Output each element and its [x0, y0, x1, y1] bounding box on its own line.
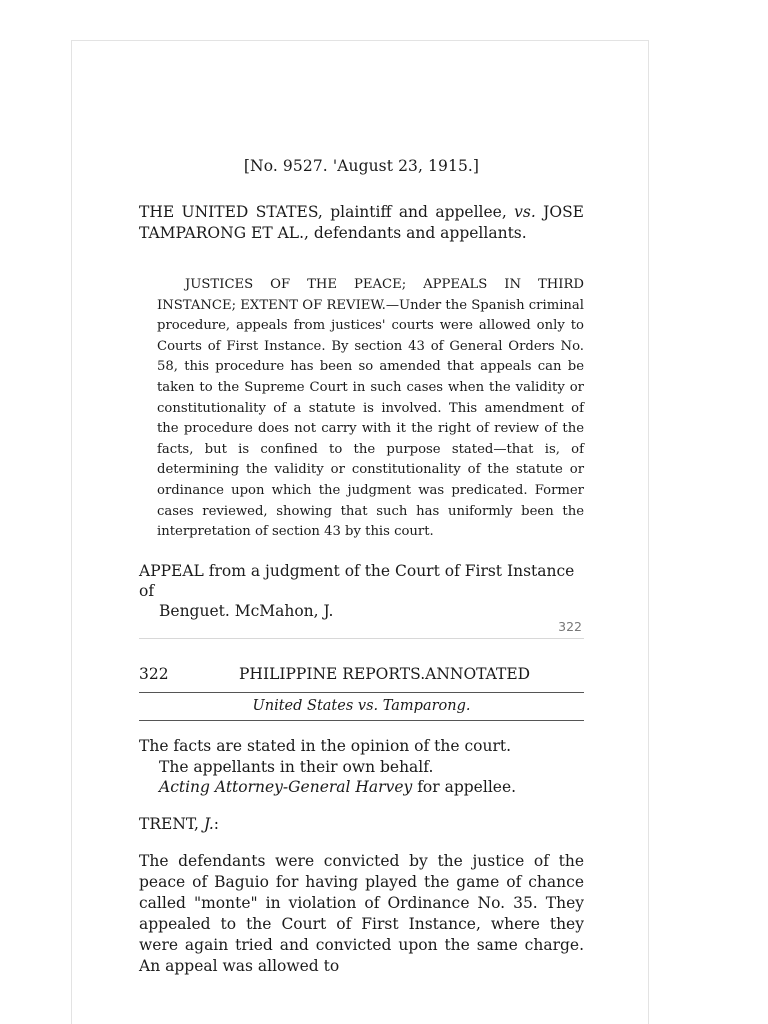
- appeal-line-1: APPEAL from a judgment of the Court of First Instance of: [139, 562, 575, 600]
- appellee-counsel-line: [139, 777, 584, 798]
- page-break-marker: 322: [558, 619, 582, 634]
- facts-line: The facts are stated in the opinion of the court.: [139, 737, 512, 755]
- case-caption: [139, 202, 584, 244]
- appeal-line-2: Benguet. McMahon, J.: [159, 602, 334, 620]
- document-page: [71, 40, 649, 1024]
- appellee-counsel-name: Acting Attorney-General Harvey: [159, 778, 413, 796]
- judge-title: J.: [203, 815, 214, 833]
- facts-and-counsel: [139, 736, 584, 798]
- opinion-text: The defendants were convicted by the justice of the peace of Baguio for having played the game of chance called "monte" in violation of Ordinance No. 35. They appealed to the Court of First Instance, where they were again tried and convicted upon the same charge. An appeal was allowed to: [139, 852, 584, 975]
- opinion-author: [139, 815, 219, 833]
- judge-colon: :: [213, 815, 219, 833]
- syllabus: [157, 275, 584, 543]
- syllabus-text: JUSTICES OF THE PEACE; APPEALS IN THIRD INSTANCE; EXTENT OF REVIEW.—Under the Spanish criminal procedure, appeals from justices' courts were allowed only to Courts of First Instance. By section 43 of General Orders No. 58, this procedure has been so amended that appeals can be taken to the Supreme Court in such cases when the validity or constitutionality of a statute is involved. This amendment of the procedure does not carry with it the right of review of the facts, but is confined to the purpose stated—that is, of determining the validity or constitutionality of the statute or ordinance upon which the judgment was predicated. Former cases reviewed, showing that such has uniformly been the interpretation of section 43 by this court.: [157, 277, 584, 540]
- caption-versus: vs.: [514, 203, 536, 221]
- appellee-counsel-role: for appellee.: [412, 778, 517, 796]
- caption-parties-defendant: JOSE TAMPARONG ET AL., defendants and appellants.: [139, 203, 584, 242]
- judge-name: TRENT,: [139, 815, 204, 833]
- docket-number: [No. 9527. 'August 23, 1915.]: [243, 157, 480, 175]
- running-head-page-number: 322: [139, 665, 169, 683]
- running-head-title: PHILIPPINE REPORTS.ANNOTATED: [239, 665, 531, 683]
- running-head-rule-bottom: [139, 720, 584, 721]
- appellant-counsel-line: The appellants in their own behalf.: [159, 757, 434, 776]
- page-break-divider: [139, 638, 584, 639]
- appeal-statement: [139, 561, 584, 621]
- running-head-rule-top: [139, 692, 584, 693]
- caption-parties-plaintiff: THE UNITED STATES, plaintiff and appellee,: [139, 203, 515, 221]
- running-head-case-title: United States vs. Tamparong.: [252, 698, 471, 714]
